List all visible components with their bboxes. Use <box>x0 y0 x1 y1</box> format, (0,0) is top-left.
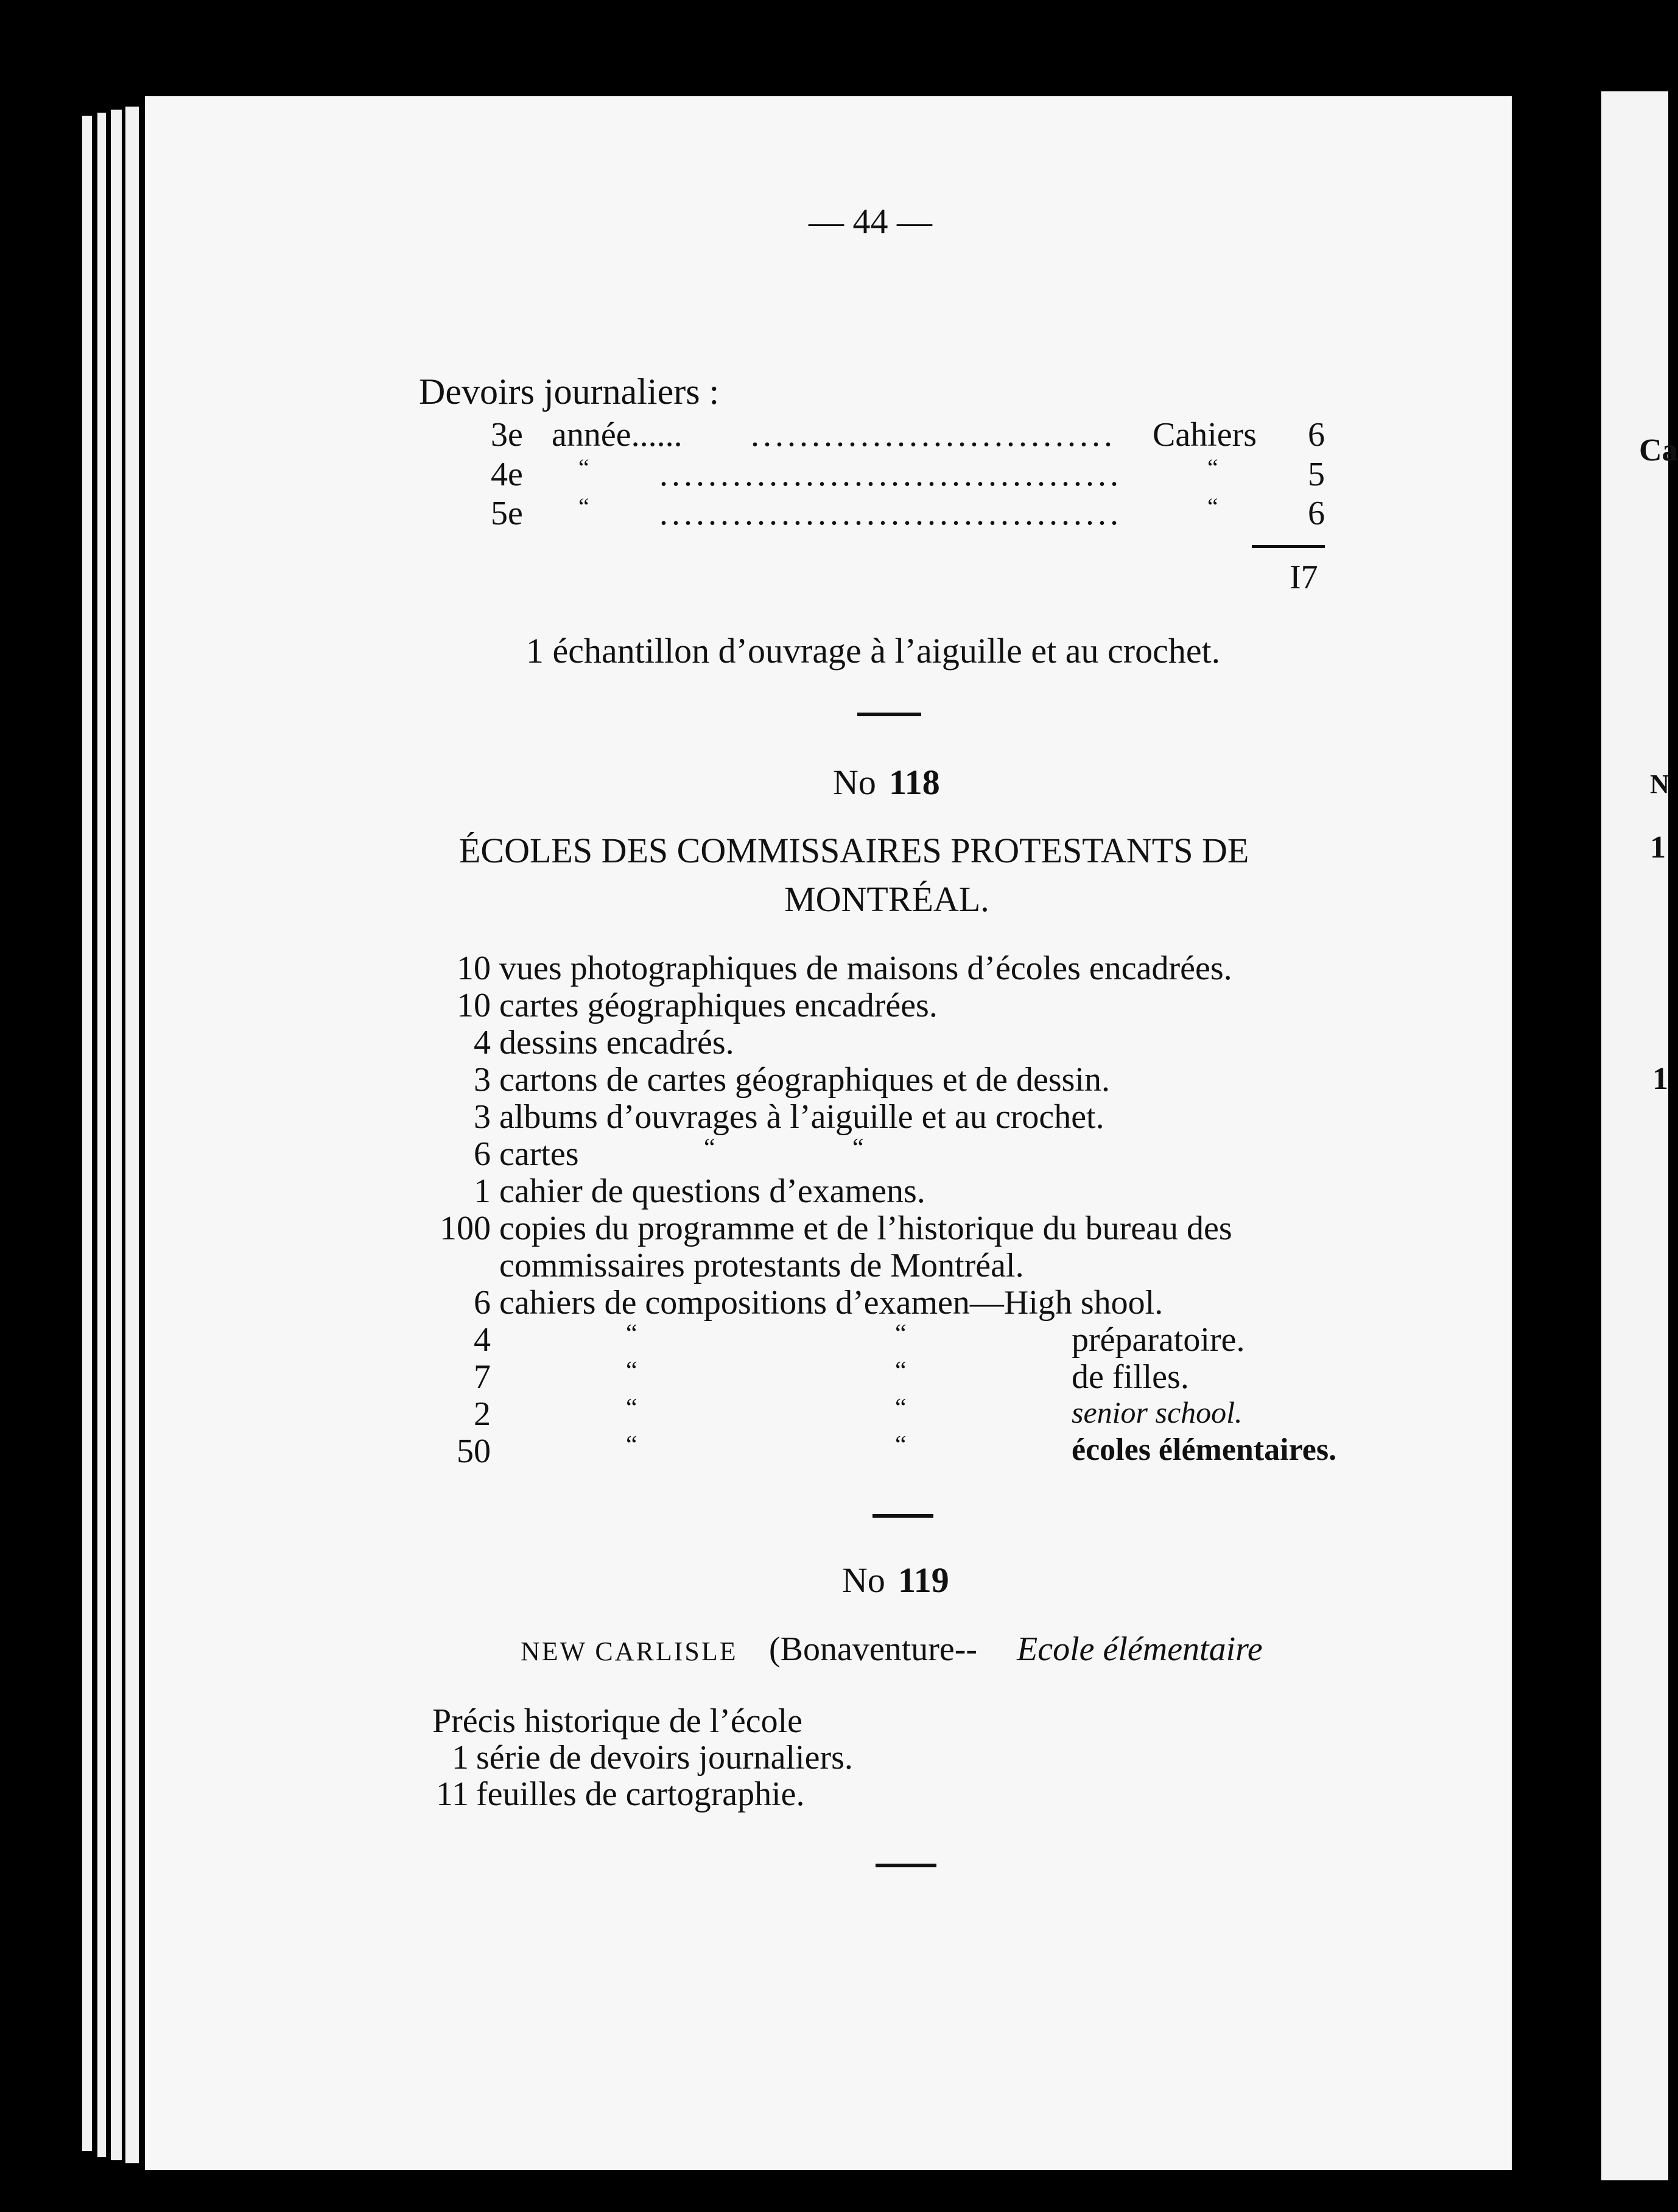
sample-line: 1 échantillon d’ouvrage à l’aiguille et au crochet. <box>526 631 1221 671</box>
book-edge <box>97 113 106 2157</box>
ditto-mark: “ <box>704 1134 715 1162</box>
item-text-continued: commissaires protestants de Montréal. <box>499 1247 1024 1284</box>
section-title: ÉCOLES DES COMMISSAIRES PROTESTANTS DE <box>459 831 1249 870</box>
item-text: albums d’ouvrages à l’aiguille et au crochet. <box>499 1098 1104 1136</box>
item-tail: préparatoire. <box>1072 1321 1245 1359</box>
item-qty: 10 <box>457 987 491 1024</box>
place-parenthetical: (Bonaventure-- <box>769 1630 978 1668</box>
item-text: Précis historique de l’école <box>432 1702 803 1740</box>
ditto-mark: “ <box>895 1394 907 1422</box>
sum-rule <box>1252 545 1325 548</box>
section-title: MONTRÉAL. <box>784 879 989 919</box>
section-number: 118 <box>889 763 940 802</box>
item-text: cahier de questions d’examens. <box>499 1172 925 1210</box>
item-tail: senior school. <box>1072 1395 1243 1429</box>
book-edge <box>125 107 139 2163</box>
adjacent-page-fragment: 1 <box>1652 1062 1668 1096</box>
devoirs-row-label: 5e <box>491 495 523 532</box>
devoirs-row-year: année...... <box>552 416 683 454</box>
devoirs-row-leader: ...................................... <box>659 495 1122 532</box>
section-number-prefix: No <box>833 763 876 802</box>
item-text: cahiers de compositions d’examen—High shool. <box>499 1284 1164 1322</box>
item-text: vues photographiques de maisons d’écoles encadrées. <box>499 949 1232 987</box>
item-qty: 11 <box>436 1775 469 1813</box>
item-qty: 1 <box>474 1172 491 1210</box>
devoirs-row-count: 6 <box>1308 495 1325 532</box>
adjacent-page-fragment: N <box>1650 769 1669 799</box>
item-text: cartes géographiques encadrées. <box>499 987 938 1024</box>
item-qty: 3 <box>474 1098 491 1136</box>
section-divider <box>872 1514 933 1518</box>
devoirs-row-unit: “ <box>1207 493 1218 520</box>
devoirs-row-leader: .............................. <box>751 416 1116 454</box>
adjacent-page-fragment: Ca <box>1639 433 1678 468</box>
item-qty: 2 <box>474 1395 491 1433</box>
school-type: Ecole élémentaire <box>1017 1630 1263 1668</box>
item-text: copies du programme et de l’historique du bureau des <box>499 1210 1232 1247</box>
item-qty: 1 <box>452 1739 469 1777</box>
section-divider <box>857 713 921 716</box>
ditto-mark: “ <box>626 1357 637 1385</box>
devoirs-row-label: 4e <box>491 456 523 493</box>
item-qty: 6 <box>474 1135 491 1173</box>
devoirs-total: I7 <box>1290 558 1318 596</box>
place-name: NEW CARLISLE <box>521 1636 738 1666</box>
item-text: dessins encadrés. <box>499 1024 734 1062</box>
ditto-mark: “ <box>626 1431 637 1459</box>
ditto-mark: “ <box>895 1357 907 1385</box>
ditto-mark: “ <box>626 1394 637 1422</box>
item-tail: de filles. <box>1072 1358 1189 1396</box>
devoirs-row-year: “ <box>578 493 589 520</box>
section-number-prefix: No <box>842 1560 885 1600</box>
item-qty: 4 <box>474 1024 491 1062</box>
item-tail: écoles élémentaires. <box>1072 1432 1337 1467</box>
section-number: 119 <box>898 1560 949 1600</box>
item-qty: 6 <box>474 1284 491 1322</box>
item-qty: 4 <box>474 1321 491 1359</box>
devoirs-row-leader: ...................................... <box>659 456 1122 493</box>
devoirs-row-label: 3e <box>491 416 523 454</box>
item-qty: 7 <box>474 1358 491 1396</box>
adjacent-page <box>1601 91 1678 2180</box>
ditto-mark: “ <box>626 1320 637 1348</box>
devoirs-row-count: 5 <box>1308 456 1325 493</box>
ditto-mark: “ <box>895 1320 907 1348</box>
book-edge <box>82 116 92 2151</box>
document-page <box>145 96 1512 2170</box>
devoirs-row-count: 6 <box>1308 416 1325 454</box>
book-edge <box>111 110 122 2160</box>
devoirs-row-unit: “ <box>1207 454 1218 481</box>
devoirs-row-year: “ <box>578 454 589 481</box>
item-qty: 100 <box>440 1210 491 1247</box>
devoirs-heading: Devoirs journaliers : <box>419 372 720 412</box>
item-qty: 10 <box>457 949 491 987</box>
devoirs-row-unit: Cahiers <box>1153 416 1257 454</box>
ditto-mark: “ <box>895 1431 907 1459</box>
item-text: série de devoirs journaliers. <box>476 1739 853 1777</box>
page-number: — 44 — <box>809 202 932 241</box>
item-qty: 50 <box>457 1432 491 1470</box>
item-text: cartons de cartes géographiques et de dessin. <box>499 1061 1110 1099</box>
item-text: feuilles de cartographie. <box>476 1775 805 1813</box>
ditto-mark: “ <box>852 1134 864 1162</box>
item-text: cartes <box>499 1135 579 1173</box>
section-divider <box>876 1864 936 1867</box>
adjacent-page-fragment: 1 <box>1650 830 1666 865</box>
item-qty: 3 <box>474 1061 491 1099</box>
